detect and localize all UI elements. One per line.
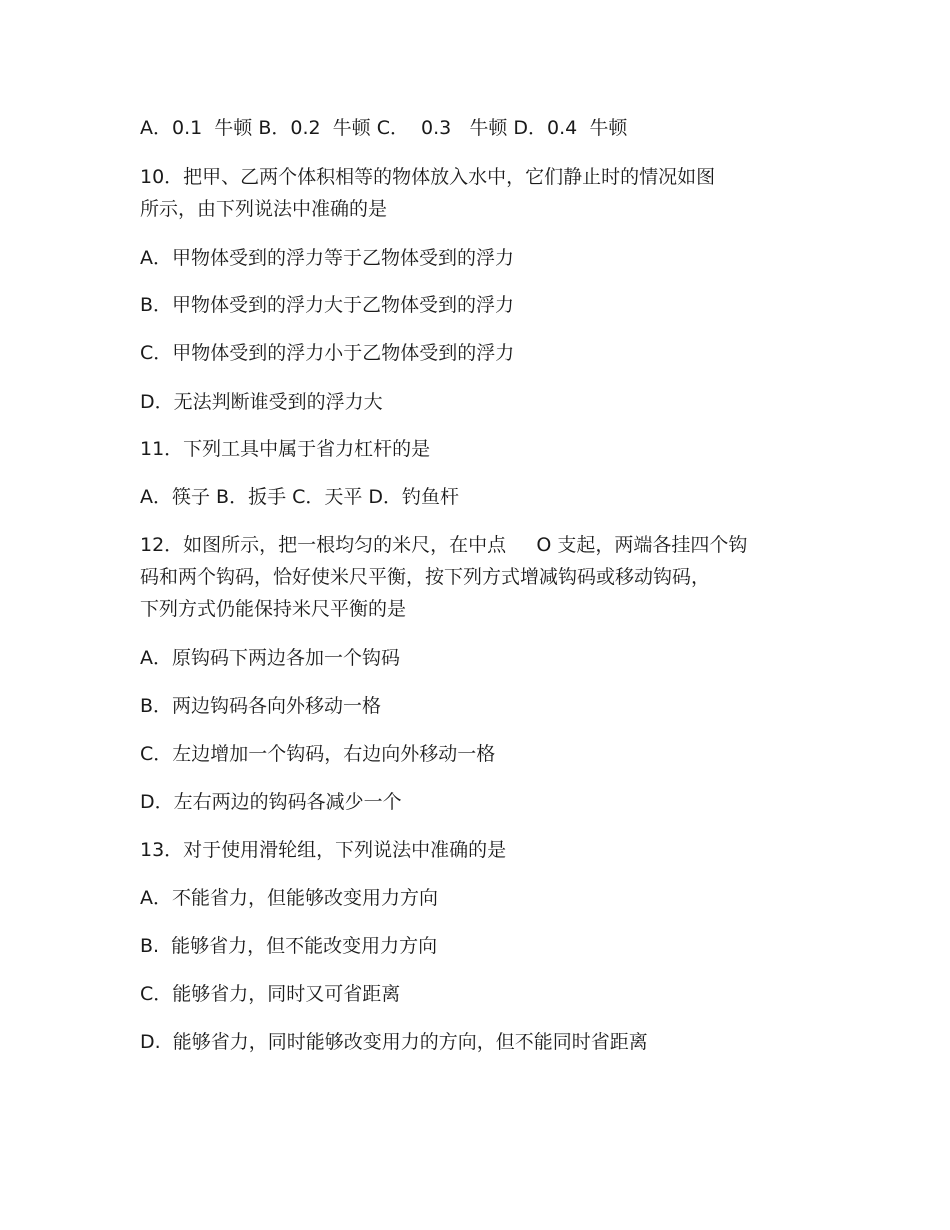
q11-stem: 11．下列工具中属于省力杠杆的是 — [140, 438, 431, 460]
q10-option-a: A．甲物体受到的浮力等于乙物体受到的浮力 — [140, 247, 514, 269]
q13-stem: 13．对于使用滑轮组，下列说法中准确的是 — [140, 839, 507, 861]
q12-option-c: C．左边增加一个钩码，右边向外移动一格 — [140, 743, 496, 765]
q12-stem-line2: 码和两个钩码，恰好使米尺平衡，按下列方式增减钩码或移动钩码， — [140, 566, 711, 588]
q12-option-d: D．左右两边的钩码各减少一个 — [140, 791, 402, 813]
q11-options: A．筷子 B．扳手 C．天平 D．钓鱼杆 — [140, 486, 460, 508]
q12-stem-line1: 12．如图所示，把一根均匀的米尺，在中点 O 支起，两端各挂四个钩 — [140, 534, 748, 556]
q10-option-b: B．甲物体受到的浮力大于乙物体受到的浮力 — [140, 294, 515, 316]
q10-option-d: D．无法判断谁受到的浮力大 — [140, 391, 383, 413]
q9-options: A．0.1 牛顿 B．0.2 牛顿 C． 0.3 牛顿 D．0.4 牛顿 — [140, 117, 628, 139]
q12-stem-line3: 下列方式仍能保持米尺平衡的是 — [140, 598, 407, 620]
q10-option-c: C．甲物体受到的浮力小于乙物体受到的浮力 — [140, 342, 515, 364]
q13-option-a: A．不能省力，但能够改变用力方向 — [140, 887, 438, 909]
q13-option-c: C．能够省力，同时又可省距离 — [140, 983, 401, 1005]
q13-option-b: B. 能够省力，但不能改变用力方向 — [140, 935, 438, 957]
q10-stem-line1: 10．把甲、乙两个体积相等的物体放入水中，它们静止时的情况如图 — [140, 166, 716, 188]
q10-stem-line2: 所示，由下列说法中准确的是 — [140, 198, 388, 220]
q13-option-d: D. 能够省力，同时能够改变用力的方向，但不能同时省距离 — [140, 1031, 648, 1053]
q12-option-a: A．原钩码下两边各加一个钩码 — [140, 647, 400, 669]
q12-option-b: B．两边钩码各向外移动一格 — [140, 695, 382, 717]
